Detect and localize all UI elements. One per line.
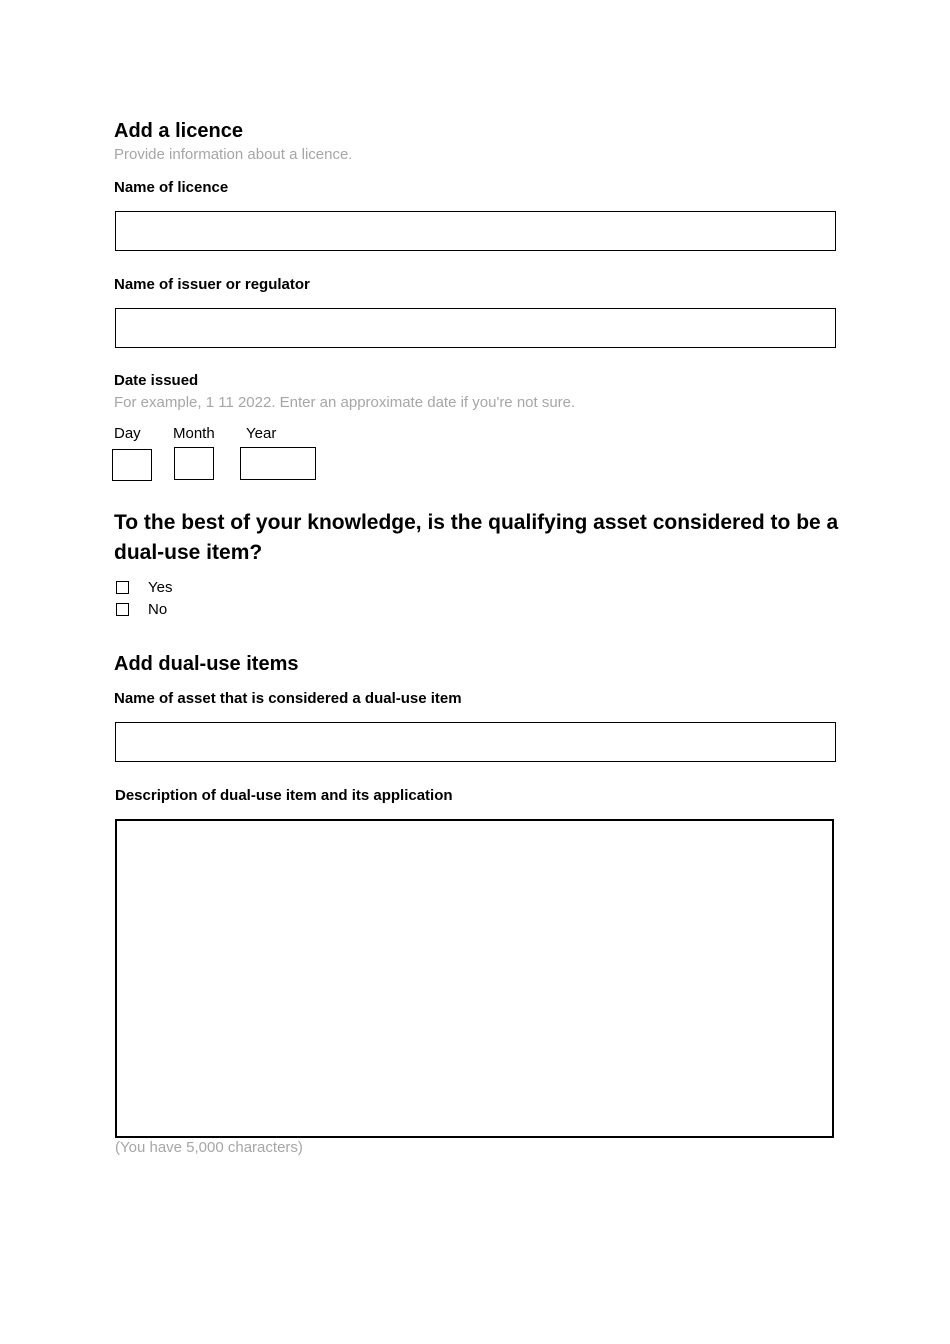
year-label: Year [246, 425, 277, 442]
option-yes-checkbox[interactable] [116, 581, 129, 594]
licence-name-label: Name of licence [114, 179, 229, 196]
asset-name-input[interactable] [115, 722, 836, 762]
date-issued-label: Date issued [114, 372, 199, 389]
issuer-input[interactable] [115, 308, 836, 348]
option-no-label[interactable]: No [148, 601, 168, 618]
month-input[interactable] [174, 447, 214, 480]
licence-hint: Provide information about a licence. [114, 146, 353, 163]
year-input[interactable] [240, 447, 316, 480]
date-issued-hint: For example, 1 11 2022. Enter an approximate date if you're not sure. [114, 394, 576, 411]
dual-use-items-title: Add dual-use items [114, 653, 299, 675]
option-no-checkbox[interactable] [116, 603, 129, 616]
month-label: Month [173, 425, 215, 442]
option-yes-label[interactable]: Yes [148, 579, 173, 596]
day-input[interactable] [112, 449, 152, 481]
day-label: Day [114, 425, 141, 442]
issuer-label: Name of issuer or regulator [114, 276, 310, 293]
description-label: Description of dual-use item and its application [115, 787, 453, 804]
licence-name-input[interactable] [115, 211, 836, 251]
description-textarea[interactable] [115, 819, 834, 1138]
asset-name-label: Name of asset that is considered a dual-use item [114, 690, 462, 707]
dual-use-question: To the best of your knowledge, is the qualifying asset considered to be a dual-use item? [114, 511, 839, 564]
character-count: (You have 5,000 characters) [115, 1139, 303, 1156]
licence-title: Add a licence [114, 120, 243, 142]
